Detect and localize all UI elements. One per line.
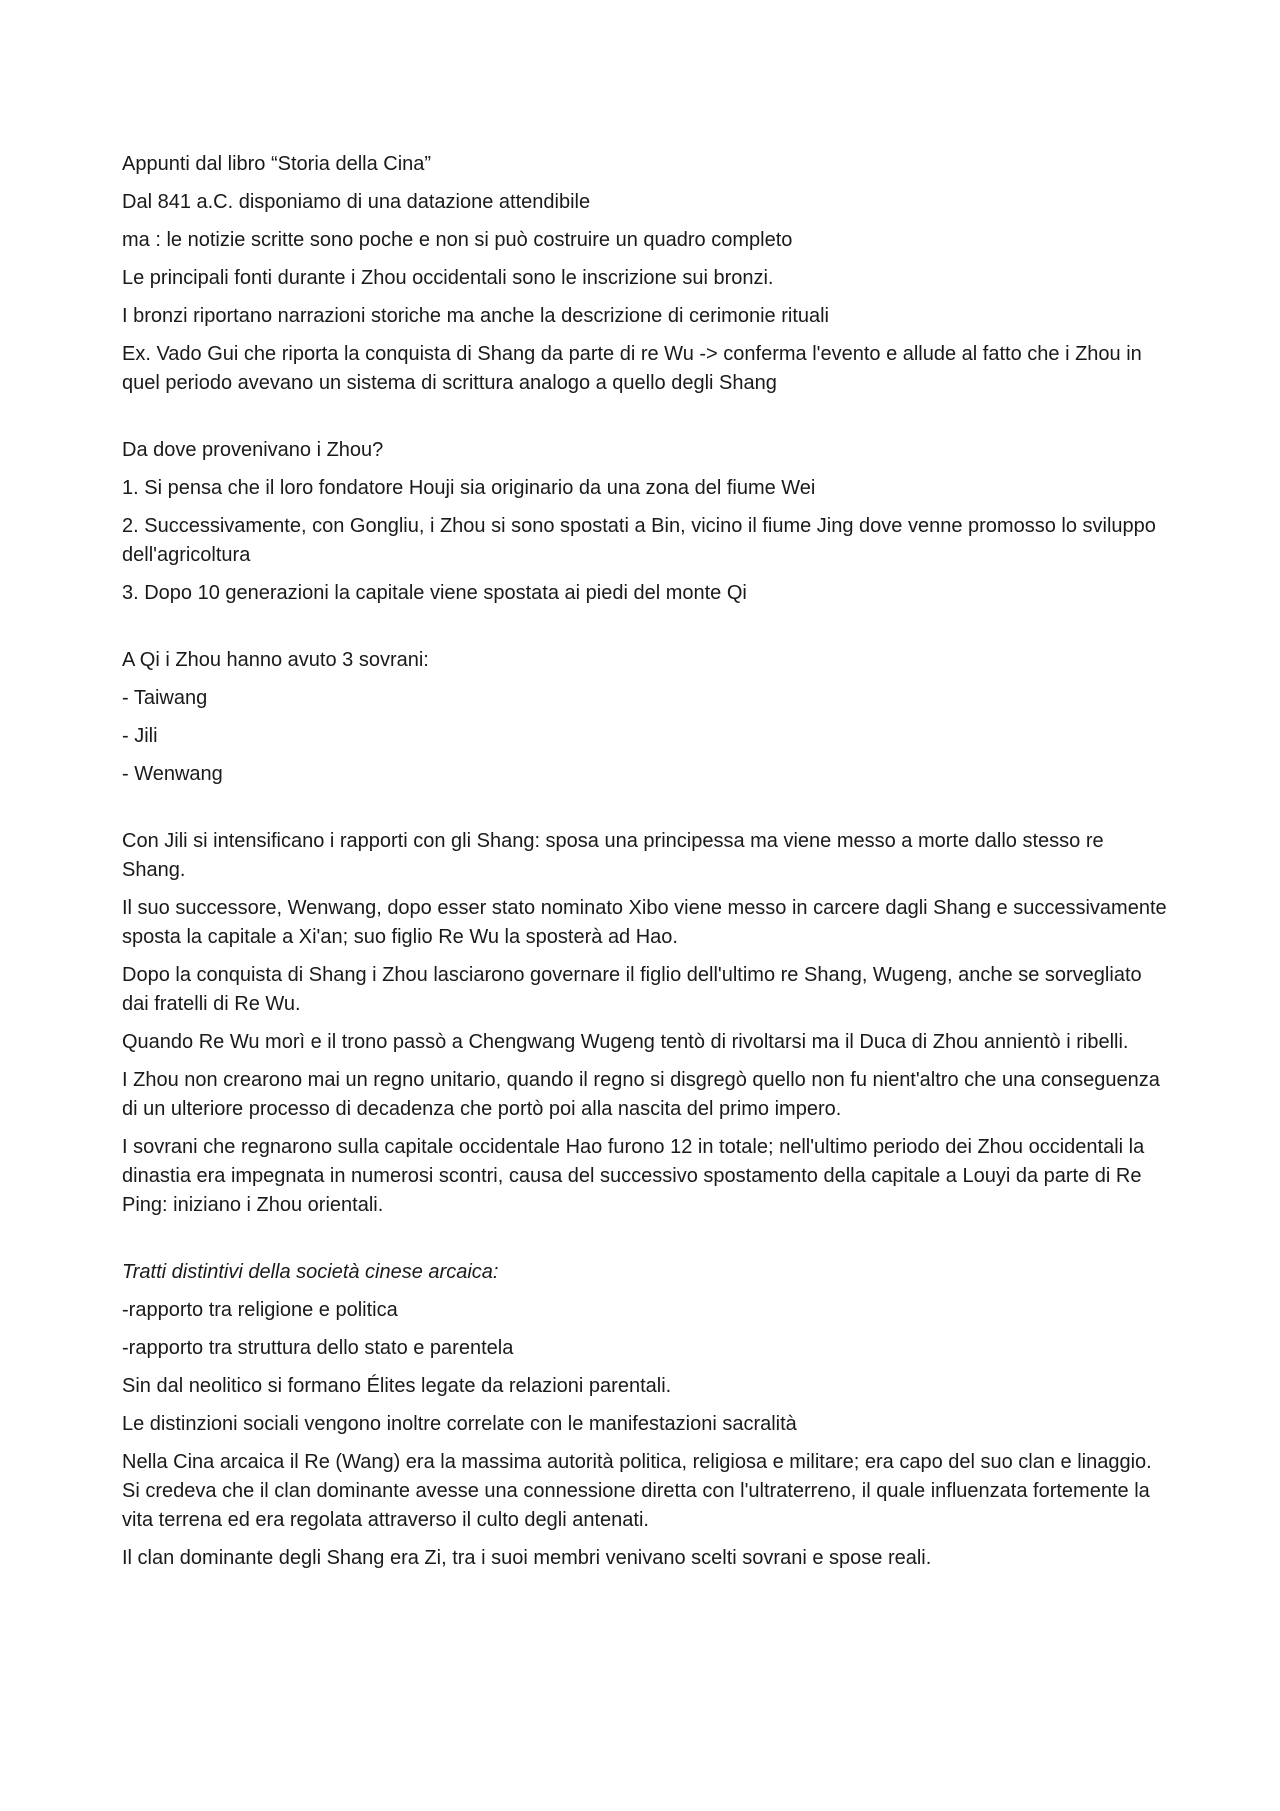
paragraph: Quando Re Wu morì e il trono passò a Chengwang Wugeng tentò di rivoltarsi ma il Duca di Zhou annientò i ribelli.: [122, 1031, 1129, 1053]
paragraph: I Zhou non crearono mai un regno unitario, quando il regno si disgregò quello non fu nient'altro che una conseguenza di un ulteriore processo di decadenza che portò poi alla nascita del primo impero.: [122, 1069, 1160, 1120]
document-page: [122, 150, 1167, 1582]
section-question: Da dove provenivano i Zhou?: [122, 439, 384, 461]
list-item: -rapporto tra struttura dello stato e parentela: [122, 1337, 514, 1359]
paragraph: Dal 841 a.C. disponiamo di una datazione attendibile: [122, 191, 591, 213]
section-heading-italic: Tratti distintivi della società cinese arcaica:: [122, 1261, 499, 1283]
paragraph: A Qi i Zhou hanno avuto 3 sovrani:: [122, 649, 429, 671]
list-item: - Jili: [122, 725, 158, 747]
paragraph: I sovrani che regnarono sulla capitale occidentale Hao furono 12 in totale; nell'ultimo periodo dei Zhou occidentali la dinastia era impegnata in numerosi scontri, causa del successivo spostamento della capitale a Louyi da parte di Re Ping: iniziano i Zhou orientali.: [122, 1136, 1145, 1216]
paragraph: ma : le notizie scritte sono poche e non si può costruire un quadro completo: [122, 229, 793, 251]
list-item: - Wenwang: [122, 763, 223, 785]
doc-title-line: Appunti dal libro “Storia della Cina”: [122, 153, 432, 175]
paragraph: I bronzi riportano narrazioni storiche ma anche la descrizione di cerimonie rituali: [122, 305, 830, 327]
paragraph: Ex. Vado Gui che riporta la conquista di Shang da parte di re Wu -> conferma l'evento e allude al fatto che i Zhou in quel periodo avevano un sistema di scrittura analogo a quello degli Shang: [122, 343, 1142, 394]
numbered-item: 1. Si pensa che il loro fondatore Houji sia originario da una zona del fiume Wei: [122, 477, 816, 499]
paragraph: Con Jili si intensificano i rapporti con gli Shang: sposa una principessa ma viene messo a morte dallo stesso re Shang.: [122, 830, 1104, 881]
paragraph: Il clan dominante degli Shang era Zi, tra i suoi membri venivano scelti sovrani e spose reali.: [122, 1547, 932, 1569]
list-item: -rapporto tra religione e politica: [122, 1299, 398, 1321]
paragraph: Il suo successore, Wenwang, dopo esser stato nominato Xibo viene messo in carcere dagli Shang e successivamente sposta la capitale a Xi'an; suo figlio Re Wu la sposterà ad Hao.: [122, 897, 1167, 948]
numbered-item: 2. Successivamente, con Gongliu, i Zhou si sono spostati a Bin, vicino il fiume Jing dove venne promosso lo sviluppo dell'agricoltura: [122, 515, 1156, 566]
paragraph: Le distinzioni sociali vengono inoltre correlate con le manifestazioni sacralità: [122, 1413, 797, 1435]
paragraph: Nella Cina arcaica il Re (Wang) era la massima autorità politica, religiosa e militare; era capo del suo clan e linaggio. Si credeva che il clan dominante avesse una connessione diretta con l'ultraterreno, il quale influenzata fortemente la vita terrena ed era regolata attraverso il culto degli antenati.: [122, 1451, 1152, 1531]
paragraph: Sin dal neolitico si formano Élites legate da relazioni parentali.: [122, 1375, 672, 1397]
paragraph: Dopo la conquista di Shang i Zhou lasciarono governare il figlio dell'ultimo re Shang, Wugeng, anche se sorvegliato dai fratelli di Re Wu.: [122, 964, 1142, 1015]
list-item: - Taiwang: [122, 687, 208, 709]
paragraph: Le principali fonti durante i Zhou occidentali sono le inscrizione sui bronzi.: [122, 267, 774, 289]
numbered-item: 3. Dopo 10 generazioni la capitale viene spostata ai piedi del monte Qi: [122, 582, 747, 604]
